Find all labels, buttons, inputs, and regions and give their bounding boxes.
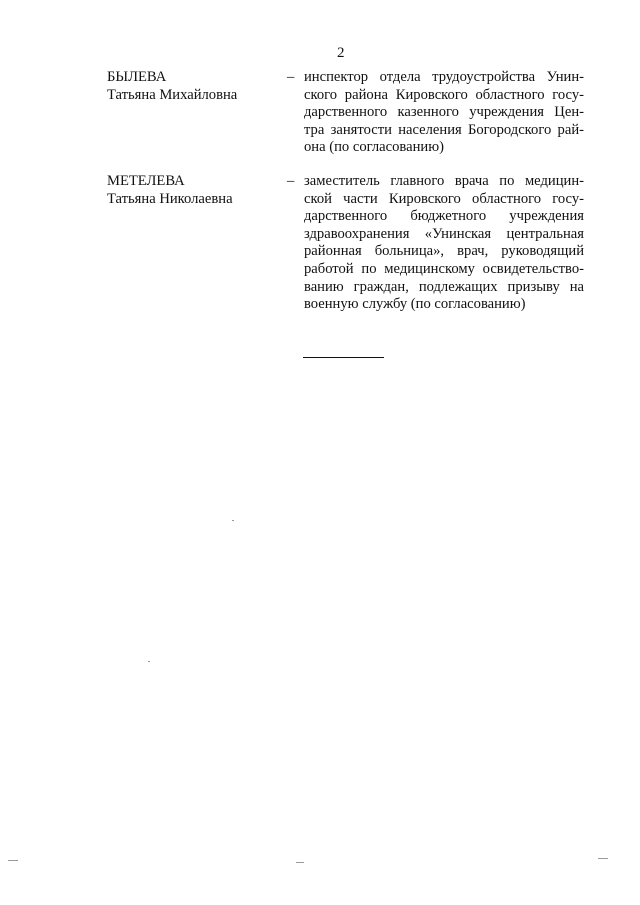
member-name (107, 173, 233, 208)
description-line: ского района Кировского областного госу- (304, 86, 584, 103)
description-line: инспектор отдела трудоустройства Унин- (304, 69, 584, 85)
member-description (304, 173, 584, 314)
dash: – (287, 69, 295, 85)
description-line: здравоохранения «Унинская центральная (304, 225, 584, 242)
dash: – (287, 173, 295, 189)
description-line: дарственного казенного учреждения Цен- (304, 104, 584, 121)
member-description (304, 69, 584, 157)
scan-speck (598, 858, 608, 859)
description-line: работой по медицинскому освидетельство- (304, 260, 584, 277)
description-line: дарственного бюджетного учреждения (304, 208, 584, 225)
scan-speck (296, 862, 304, 863)
scan-speck (148, 661, 150, 662)
description-line: она (по согласованию) (304, 139, 444, 156)
description-line: военную службу (по согласованию) (304, 296, 526, 313)
description-line: заместитель главного врача по медицин- (304, 173, 584, 189)
scan-speck (8, 860, 18, 861)
description-line: районная больница», врач, руководящий (304, 243, 584, 260)
surname: БЫЛЕВА (107, 69, 167, 85)
end-rule (303, 357, 384, 358)
description-line: ванию граждан, подлежащих призыву на (304, 278, 584, 295)
surname: МЕТЕЛЕВА (107, 173, 185, 189)
page-number: 2 (337, 45, 345, 61)
description-line: тра занятости населения Богородского рай- (304, 121, 584, 138)
scan-speck (232, 520, 234, 521)
given-names: Татьяна Николаевна (107, 190, 233, 207)
member-name (107, 69, 237, 104)
description-line: ской части Кировского областного госу- (304, 190, 584, 207)
given-names: Татьяна Михайловна (107, 86, 238, 103)
